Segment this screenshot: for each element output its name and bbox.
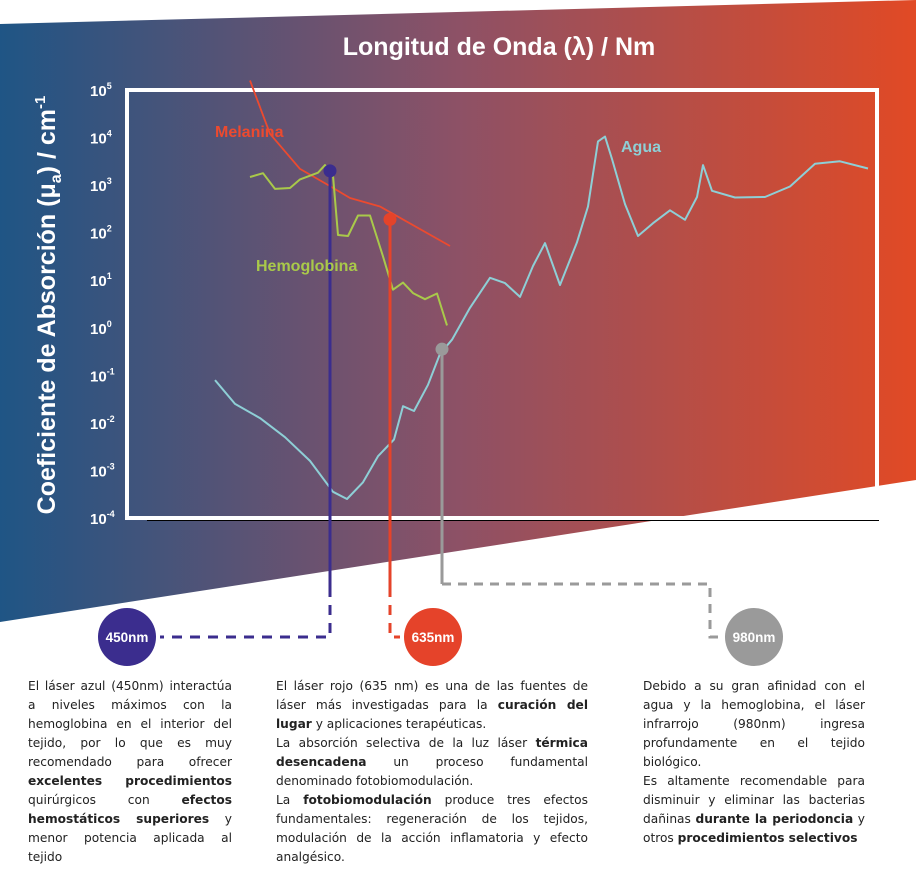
description-980nm: [643, 677, 865, 848]
description-emphasis: curación del lugar: [276, 698, 588, 731]
description-text: y otros: [643, 812, 865, 845]
description-paragraph: [276, 734, 588, 791]
marker-leader-635nm: [390, 587, 400, 637]
description-text: La absorción selectiva de la luz láser: [276, 736, 536, 750]
badge-label-635nm: 635nm: [411, 630, 455, 645]
badge-label-450nm: 450nm: [105, 630, 149, 645]
y-tick-label: $10^{-2}$: [90, 413, 115, 433]
description-text: un proceso fundamental denominado fotobiomodulación.: [276, 755, 588, 788]
marker-leader-450nm: [160, 587, 330, 637]
badge-label-980nm: 980nm: [732, 630, 776, 645]
description-paragraph: [28, 677, 232, 867]
description-paragraph: [276, 791, 588, 867]
series-label-melanina: Melanina: [215, 124, 284, 141]
description-635nm: [276, 677, 588, 867]
description-emphasis: térmica desencadena: [276, 736, 588, 769]
y-tick-label: $10^4$: [90, 128, 112, 148]
y-tick-label: $10^2$: [90, 223, 112, 243]
marker-point-450nm: [324, 164, 337, 177]
description-text: El láser azul (450nm) interactúa a niveles máximos con la hemoglobina en el interior del tejido, por lo que es muy recomendado para ofrecer: [28, 679, 232, 769]
marker-point-980nm: [436, 343, 449, 356]
y-tick-label: $10^1$: [90, 271, 112, 291]
description-text: Es altamente recomendable para disminuir y eliminar las bacterias dañinas: [643, 774, 865, 826]
description-text: produce tres efectos fundamentales: regeneración de los tejidos, modulación de la acción inflamatoria y efecto analgésico.: [276, 793, 588, 864]
description-text: La: [276, 793, 304, 807]
y-tick-label: $10^0$: [90, 318, 112, 338]
description-text: El láser rojo (635 nm) es una de las fuentes de láser más investigadas para la: [276, 679, 588, 712]
description-text: Debido a su gran afinidad con el agua y la hemoglobina, el láser infrarrojo (980nm) ingresa profundamente en el tejido biológico.: [643, 679, 865, 769]
chart-title: Longitud de Onda (λ) / Nm: [342, 33, 656, 61]
y-tick-label: $10^{-1}$: [90, 366, 115, 386]
y-tick-label: $10^{-3}$: [90, 461, 115, 481]
description-text: y aplicaciones terapéuticas.: [311, 717, 487, 731]
description-paragraph: [643, 772, 865, 848]
marker-point-635nm: [384, 213, 397, 226]
description-emphasis: fotobiomodulación: [303, 793, 432, 807]
description-emphasis: durante la periodoncia: [695, 812, 854, 826]
y-tick-label: $10^5$: [90, 81, 112, 100]
y-tick-label: $10^3$: [90, 176, 112, 196]
series-label-agua: Agua: [621, 139, 661, 156]
description-text: quirúrgicos con: [28, 793, 182, 807]
description-paragraph: [276, 677, 588, 734]
description-emphasis: efectos hemostáticos superiores: [28, 793, 232, 826]
description-text: y menor potencia aplicada al tejido: [28, 812, 232, 864]
marker-leader-980nm: [442, 584, 722, 637]
description-emphasis: excelentes procedimientos: [28, 774, 232, 788]
y-tick-label: $10^{-4}$: [90, 509, 115, 528]
y-axis-label: Coeficiente de Absorción $(\mu_a) / cm^{-1}$: [32, 95, 65, 515]
description-paragraph: [643, 677, 865, 772]
description-450nm: [28, 677, 232, 867]
description-emphasis: procedimientos selectivos: [677, 831, 858, 845]
series-label-hemoglobina: Hemoglobina: [256, 258, 358, 275]
